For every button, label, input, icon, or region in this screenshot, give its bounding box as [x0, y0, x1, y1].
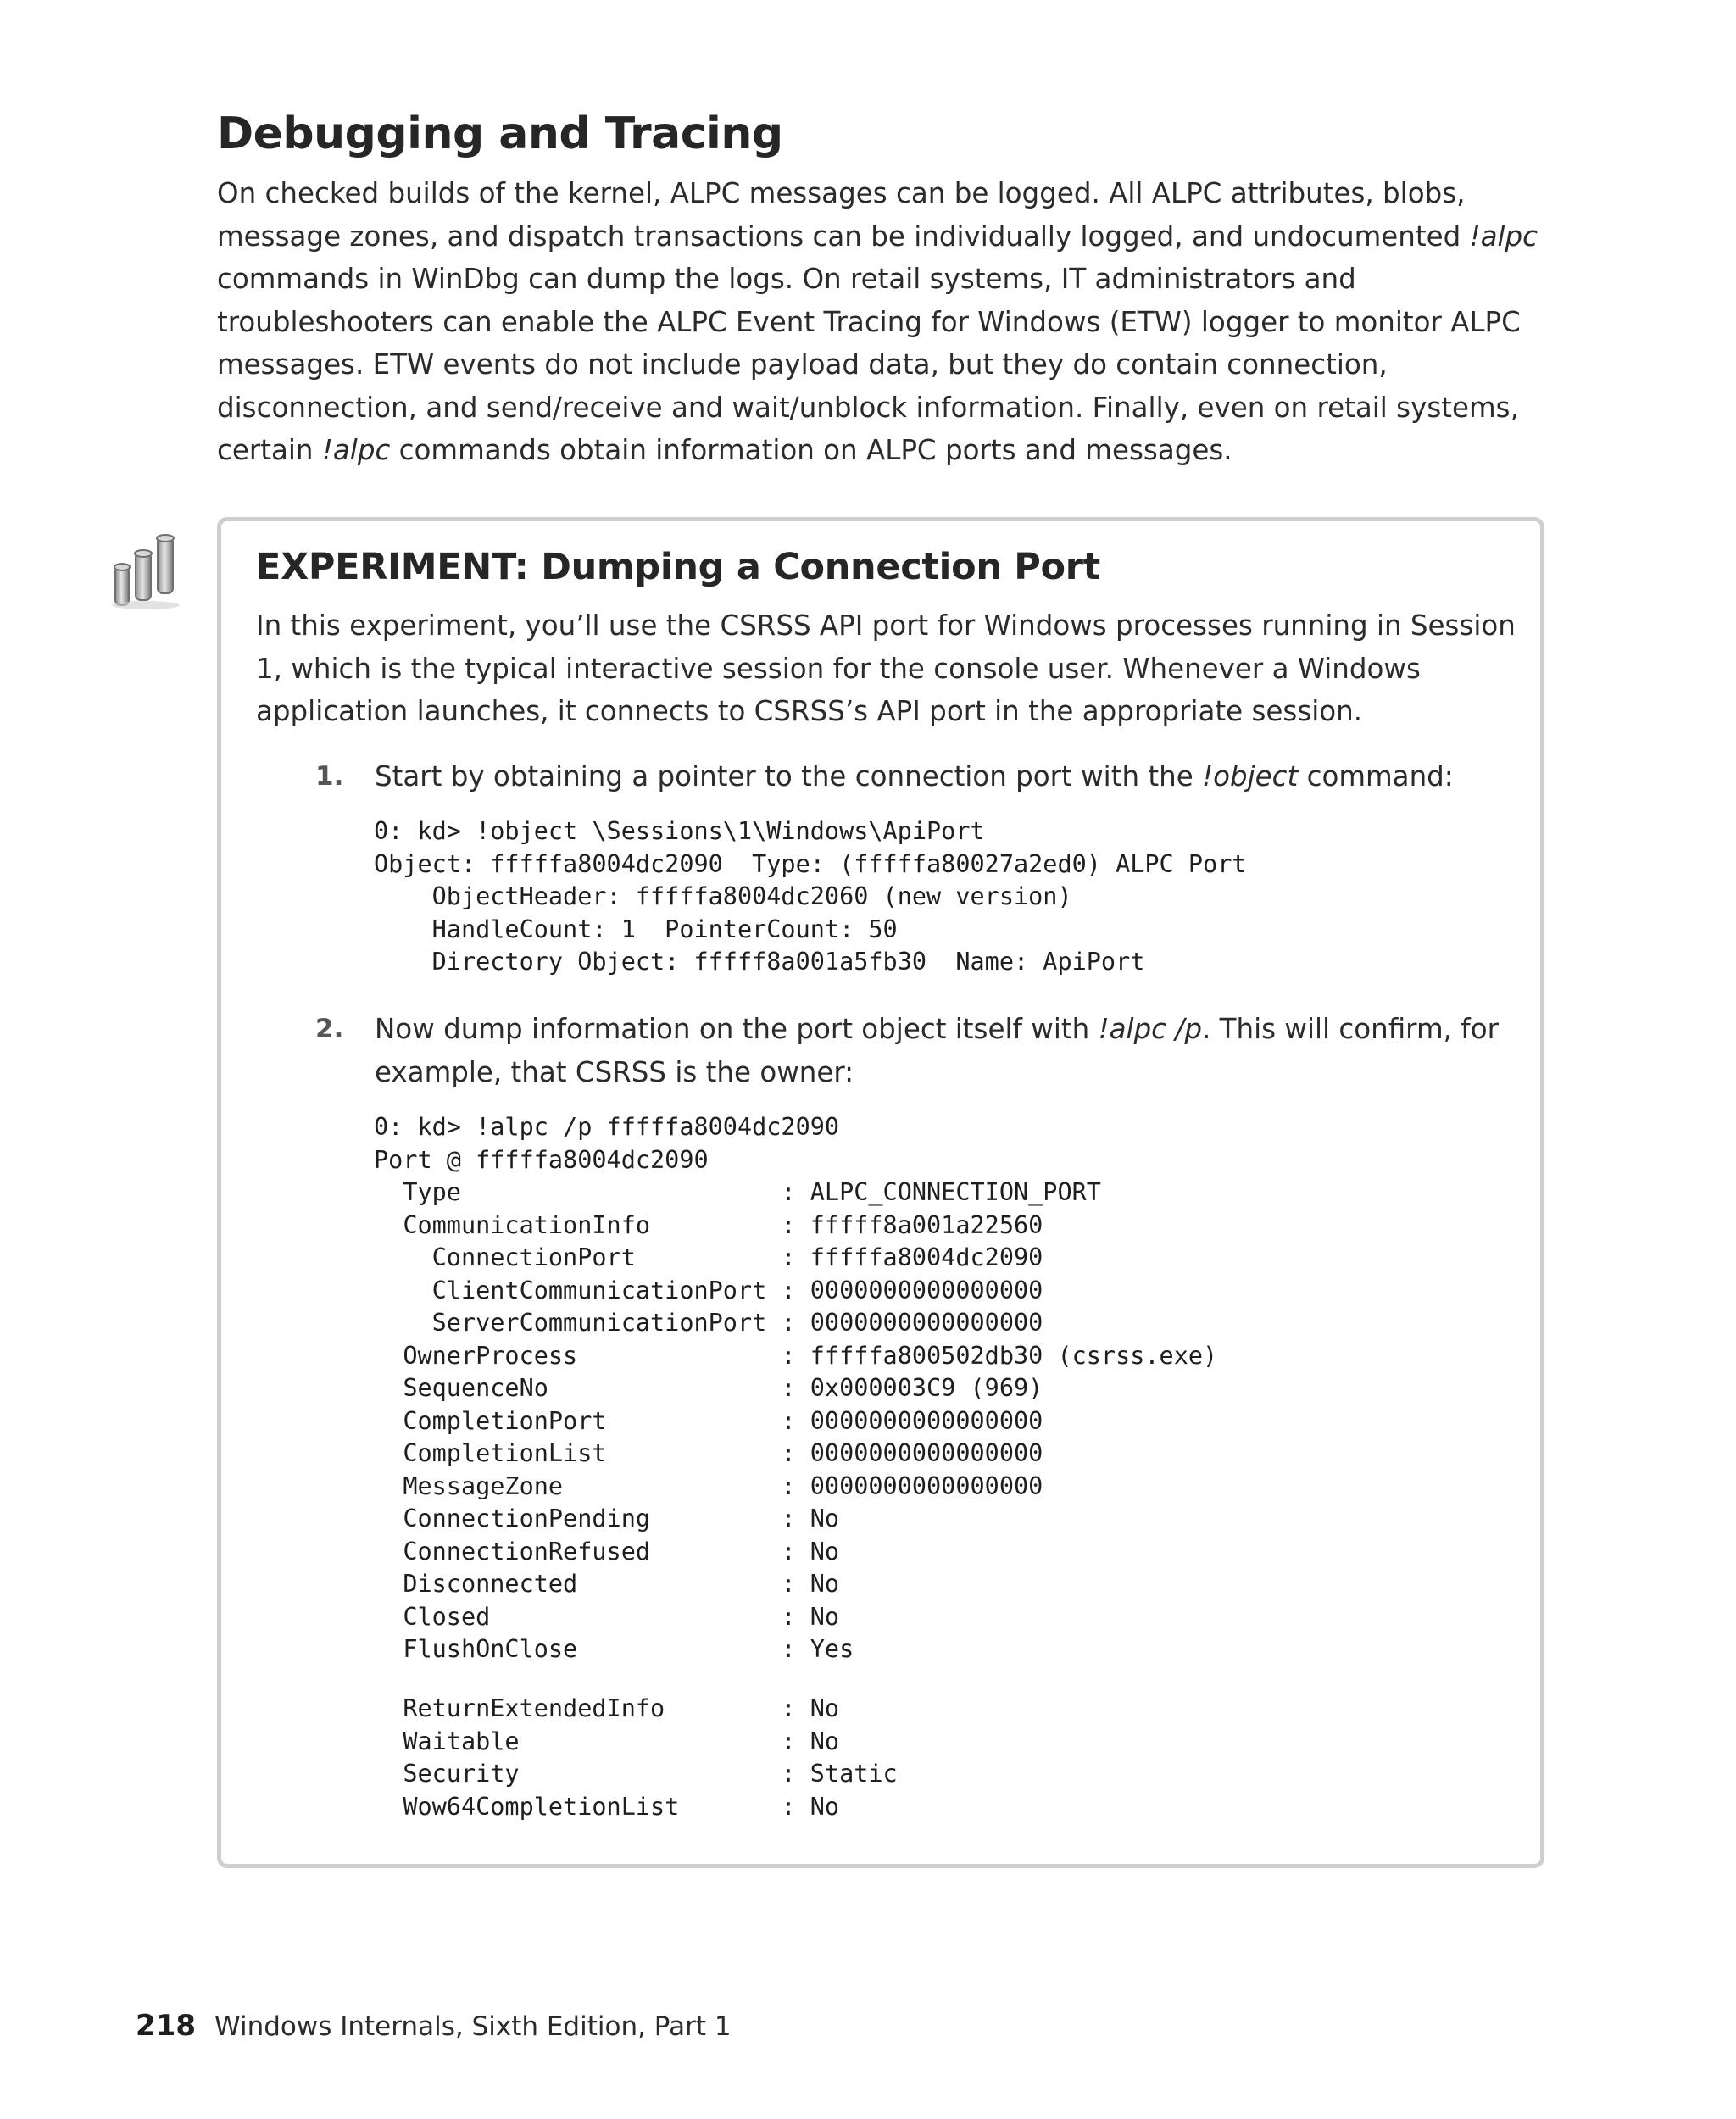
code-line: ConnectionPort : fffffa8004dc2090 — [374, 1243, 1043, 1271]
code-line: ObjectHeader: fffffa8004dc2060 (new version) — [374, 882, 1072, 910]
step-command: !alpc /p — [1098, 1013, 1202, 1045]
section-intro-paragraph — [217, 172, 1556, 472]
intro-text: commands in WinDbg can dump the logs. On retail systems, IT administrators and troubleshooters can enable the ALPC Event Tracing for Windows (ETW) logger to monitor ALPC messages. ETW events do not include payload data, but they do contain connection, disconnection, and send/receive and wait/unblock information. Finally, even on retail systems, certain — [217, 263, 1521, 466]
experiment-intro: In this experiment, you’ll use the CSRSS API port for Windows processes running in Session 1, which is the typical interactive session for the console user. Whenever a Windows application launches, it connects to CSRSS’s API port in the appropriate session. — [256, 609, 1516, 727]
code-line: HandleCount: 1 PointerCount: 50 — [374, 915, 898, 943]
code-line: Port @ fffffa8004dc2090 — [374, 1145, 709, 1174]
code-line: ClientCommunicationPort : 0000000000000000 — [374, 1276, 1043, 1304]
section-title: Debugging and Tracing — [217, 108, 783, 159]
intro-command: !alpc — [1469, 220, 1538, 253]
code-line: OwnerProcess : fffffa800502db30 (csrss.exe) — [374, 1341, 1218, 1370]
step-text-part: . This will confirm, for example, that CSRSS is the owner: — [375, 1013, 1499, 1088]
code-line: 0: kd> !alpc /p fffffa8004dc2090 — [374, 1113, 840, 1141]
code-line: FlushOnClose : Yes — [374, 1635, 854, 1663]
code-line: ReturnExtendedInfo : No — [374, 1694, 840, 1722]
code-line: Wow64CompletionList : No — [374, 1792, 840, 1821]
code-block-alpc — [374, 1111, 1217, 1666]
page-footer — [136, 2009, 732, 2043]
code-line: Security : Static — [374, 1760, 898, 1788]
intro-text: commands obtain information on ALPC ports and messages. — [390, 434, 1232, 466]
code-line: Directory Object: fffff8a001a5fb30 Name: ApiPort — [374, 948, 1145, 976]
code-line: Disconnected : No — [374, 1570, 840, 1598]
step-command: !object — [1202, 760, 1299, 793]
step-text-part: Now dump information on the port object itself with — [375, 1013, 1099, 1045]
experiment-title: EXPERIMENT: Dumping a Connection Port — [256, 546, 1100, 588]
code-line: Type : ALPC_CONNECTION_PORT — [374, 1178, 1101, 1206]
page-number: 218 — [136, 2009, 196, 2043]
code-line: CompletionPort : 0000000000000000 — [374, 1406, 1043, 1435]
code-line: ConnectionRefused : No — [374, 1537, 840, 1566]
step-text — [375, 1008, 1511, 1093]
code-line: ServerCommunicationPort : 0000000000000000 — [374, 1309, 1043, 1337]
code-line: 0: kd> !object \Sessions\1\Windows\ApiPort — [374, 817, 985, 845]
code-block-alpc-continued — [374, 1693, 898, 1823]
code-line: CompletionList : 0000000000000000 — [374, 1439, 1043, 1467]
intro-command: !alpc — [321, 434, 391, 466]
intro-text: On checked builds of the kernel, ALPC messages can be logged. All ALPC attributes, blobs, message zones, and dispatch transactions can be individually logged, and undocumented — [217, 177, 1470, 253]
step-text-part: Start by obtaining a pointer to the connection port with the — [375, 760, 1203, 793]
step-text-part: command: — [1298, 760, 1454, 793]
code-block-object — [374, 815, 1247, 979]
book-title: Windows Internals, Sixth Edition, Part 1 — [214, 2011, 732, 2042]
code-line: ConnectionPending : No — [374, 1504, 840, 1532]
code-line: Object: fffffa8004dc2090 Type: (fffffa80027a2ed0) ALPC Port — [374, 849, 1247, 878]
step-number: 2. — [315, 1014, 344, 1044]
code-line: Waitable : No — [374, 1727, 840, 1755]
code-line: MessageZone : 0000000000000000 — [374, 1471, 1043, 1500]
code-line: SequenceNo : 0x000003C9 (969) — [374, 1374, 1043, 1402]
step-text — [375, 755, 1511, 798]
test-tubes-icon — [108, 531, 183, 612]
code-line: CommunicationInfo : fffff8a001a22560 — [374, 1210, 1043, 1239]
step-number: 1. — [315, 761, 344, 792]
code-line: Closed : No — [374, 1602, 840, 1631]
